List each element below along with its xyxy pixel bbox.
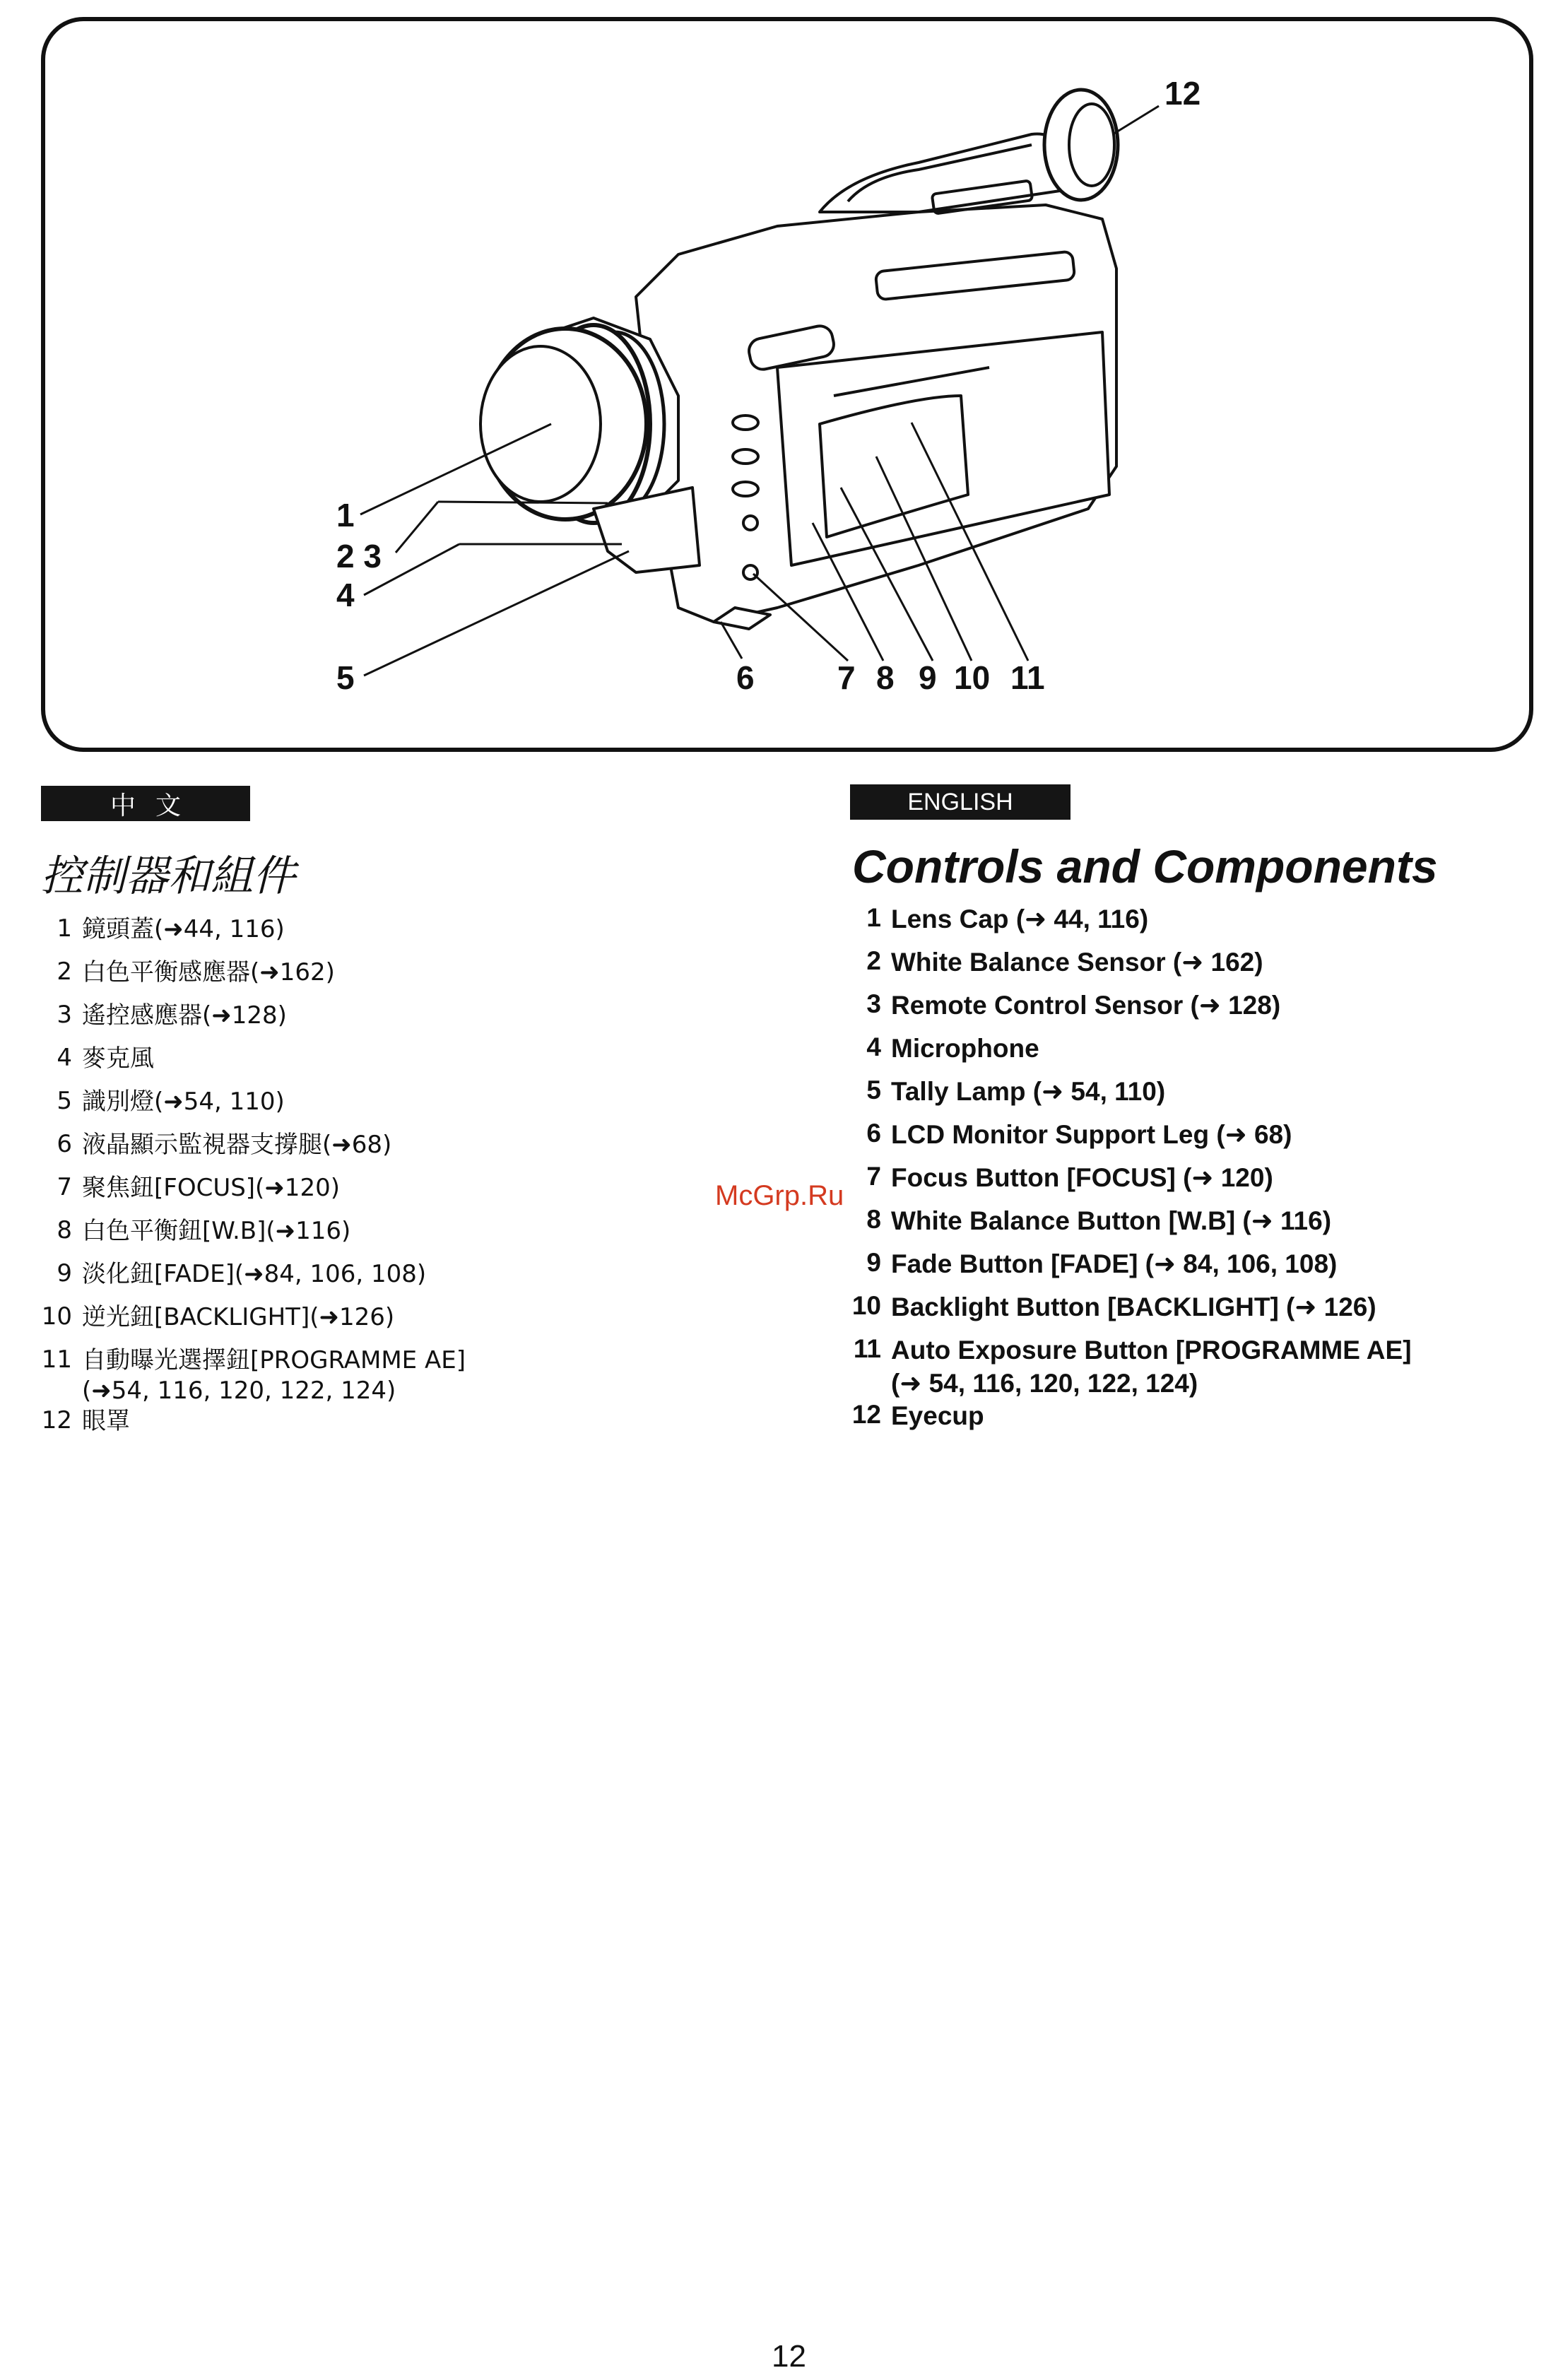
- item-label-main: Focus Button [FOCUS] (➜ 120): [891, 1163, 1273, 1192]
- callout-1: 1: [336, 497, 355, 534]
- list-item: [41, 1087, 733, 1130]
- list-item: [41, 914, 733, 958]
- item-label-main: Remote Control Sensor (➜ 128): [891, 991, 1281, 1020]
- list-item: [850, 1334, 1528, 1400]
- item-label: [891, 1248, 1337, 1291]
- item-number: 2: [866, 946, 881, 975]
- list-item: [850, 1248, 1528, 1291]
- list-item: [850, 1291, 1528, 1334]
- english-title: Controls and Components: [852, 840, 1438, 892]
- item-number: 12: [41, 1406, 72, 1435]
- item-label: [891, 1334, 1412, 1400]
- item-label-main: 麥克風: [82, 1044, 154, 1073]
- list-item: [41, 958, 733, 1001]
- item-label: [891, 1032, 1039, 1076]
- item-number: 6: [866, 1119, 881, 1148]
- list-item: [850, 946, 1528, 989]
- list-item: [41, 1406, 733, 1449]
- callout-12: 12: [1164, 75, 1201, 112]
- list-item: [850, 1400, 1528, 1443]
- item-label: [891, 1400, 984, 1443]
- callout-6: 6: [736, 659, 755, 696]
- list-item: [41, 1302, 733, 1345]
- item-label: [82, 958, 335, 1001]
- item-number: 1: [57, 914, 72, 943]
- item-label: [82, 1345, 466, 1406]
- item-number: 9: [866, 1248, 881, 1277]
- item-label-main: 白色平衡鈕[W.B](➜116): [82, 1217, 351, 1245]
- callout-7: 7: [837, 659, 856, 696]
- item-label-main: White Balance Button [W.B] (➜ 116): [891, 1206, 1332, 1235]
- item-label-main: 逆光鈕[BACKLIGHT](➜126): [82, 1303, 395, 1331]
- item-number: 1: [866, 903, 881, 932]
- chinese-section-tag: 中文: [41, 786, 250, 821]
- item-number: 3: [57, 1001, 72, 1029]
- item-label-main: 自動曝光選擇鈕[PROGRAMME AE]: [82, 1346, 466, 1374]
- list-item: [850, 903, 1528, 946]
- item-label: [82, 1130, 391, 1173]
- english-component-list: [850, 903, 1528, 1443]
- list-item: [41, 1345, 733, 1406]
- callout-2-3: 2 3: [336, 538, 382, 575]
- item-label-main: Microphone: [891, 1034, 1039, 1063]
- item-label: [82, 1406, 130, 1449]
- item-label: [891, 1205, 1331, 1248]
- item-number: 11: [853, 1334, 881, 1363]
- list-item: [850, 1076, 1528, 1119]
- list-item: [850, 1032, 1528, 1076]
- list-item: [850, 1119, 1528, 1162]
- item-label-continuation: (➜54, 116, 120, 122, 124): [82, 1376, 396, 1405]
- item-label: [82, 1044, 154, 1087]
- list-item: [41, 1259, 733, 1302]
- item-label-main: 識別燈(➜54, 110): [82, 1088, 285, 1116]
- item-label-main: Eyecup: [891, 1401, 984, 1431]
- item-label-continuation: (➜ 54, 116, 120, 122, 124): [891, 1368, 1198, 1398]
- item-label-main: Tally Lamp (➜ 54, 110): [891, 1077, 1166, 1106]
- item-label-main: Lens Cap (➜ 44, 116): [891, 905, 1149, 933]
- item-label: [82, 1001, 287, 1044]
- callout-11: 11: [1010, 659, 1045, 696]
- item-label: [82, 1259, 426, 1302]
- item-label: [82, 1173, 340, 1216]
- chinese-title: 控制器和組件: [41, 852, 295, 901]
- item-number: 4: [866, 1032, 881, 1061]
- callout-4: 4: [336, 577, 355, 613]
- item-number: 6: [57, 1130, 72, 1158]
- item-number: 10: [41, 1302, 72, 1331]
- item-label-main: Backlight Button [BACKLIGHT] (➜ 126): [891, 1292, 1376, 1321]
- item-label-main: 液晶顯示監視器支撐腿(➜68): [82, 1131, 392, 1159]
- list-item: [850, 1162, 1528, 1205]
- list-item: [850, 1205, 1528, 1248]
- english-section-tag: ENGLISH: [850, 784, 1070, 820]
- item-number: 7: [866, 1162, 881, 1191]
- item-label-main: 遙控感應器(➜128): [82, 1001, 287, 1030]
- item-label: [891, 1076, 1165, 1119]
- item-label-main: 眼罩: [82, 1406, 130, 1435]
- item-number: 3: [866, 989, 881, 1018]
- chinese-component-list: [41, 914, 733, 1449]
- item-label-main: 鏡頭蓋(➜44, 116): [82, 915, 285, 943]
- item-number: 5: [57, 1087, 72, 1115]
- page-number: 12: [772, 2339, 806, 2374]
- item-label: [891, 903, 1148, 946]
- item-label: [82, 1216, 350, 1259]
- item-label: [891, 946, 1263, 989]
- item-label-main: Auto Exposure Button [PROGRAMME AE]: [891, 1336, 1412, 1365]
- list-item: [41, 1001, 733, 1044]
- list-item: [41, 1173, 733, 1216]
- camcorder-illustration: [0, 0, 1563, 763]
- item-number: 9: [57, 1259, 72, 1288]
- item-number: 7: [57, 1173, 72, 1201]
- callout-5: 5: [336, 659, 355, 696]
- callout-10: 10: [954, 659, 991, 696]
- item-label: [891, 1162, 1273, 1205]
- item-number: 8: [57, 1216, 72, 1244]
- callout-8: 8: [876, 659, 895, 696]
- item-label-main: 白色平衡感應器(➜162): [82, 958, 335, 986]
- item-label: [891, 1119, 1292, 1162]
- watermark: McGrp.Ru: [715, 1180, 844, 1211]
- list-item: [41, 1044, 733, 1087]
- item-label: [82, 914, 285, 958]
- item-number: 8: [866, 1205, 881, 1234]
- item-label: [82, 1087, 285, 1130]
- callout-9: 9: [919, 659, 937, 696]
- item-label: [82, 1302, 394, 1345]
- list-item: [41, 1216, 733, 1259]
- item-number: 10: [851, 1291, 881, 1320]
- list-item: [850, 989, 1528, 1032]
- list-item: [41, 1130, 733, 1173]
- item-number: 4: [57, 1044, 72, 1072]
- item-label-main: White Balance Sensor (➜ 162): [891, 948, 1263, 977]
- item-number: 11: [41, 1345, 72, 1374]
- item-label: [891, 989, 1280, 1032]
- item-label-main: Fade Button [FADE] (➜ 84, 106, 108): [891, 1249, 1338, 1278]
- item-number: 2: [57, 958, 72, 986]
- item-label: [891, 1291, 1376, 1334]
- item-number: 5: [866, 1076, 881, 1104]
- item-number: 12: [851, 1400, 881, 1430]
- item-label-main: 淡化鈕[FADE](➜84, 106, 108): [82, 1260, 427, 1288]
- item-label-main: 聚焦鈕[FOCUS](➜120): [82, 1174, 340, 1202]
- item-label-main: LCD Monitor Support Leg (➜ 68): [891, 1120, 1292, 1149]
